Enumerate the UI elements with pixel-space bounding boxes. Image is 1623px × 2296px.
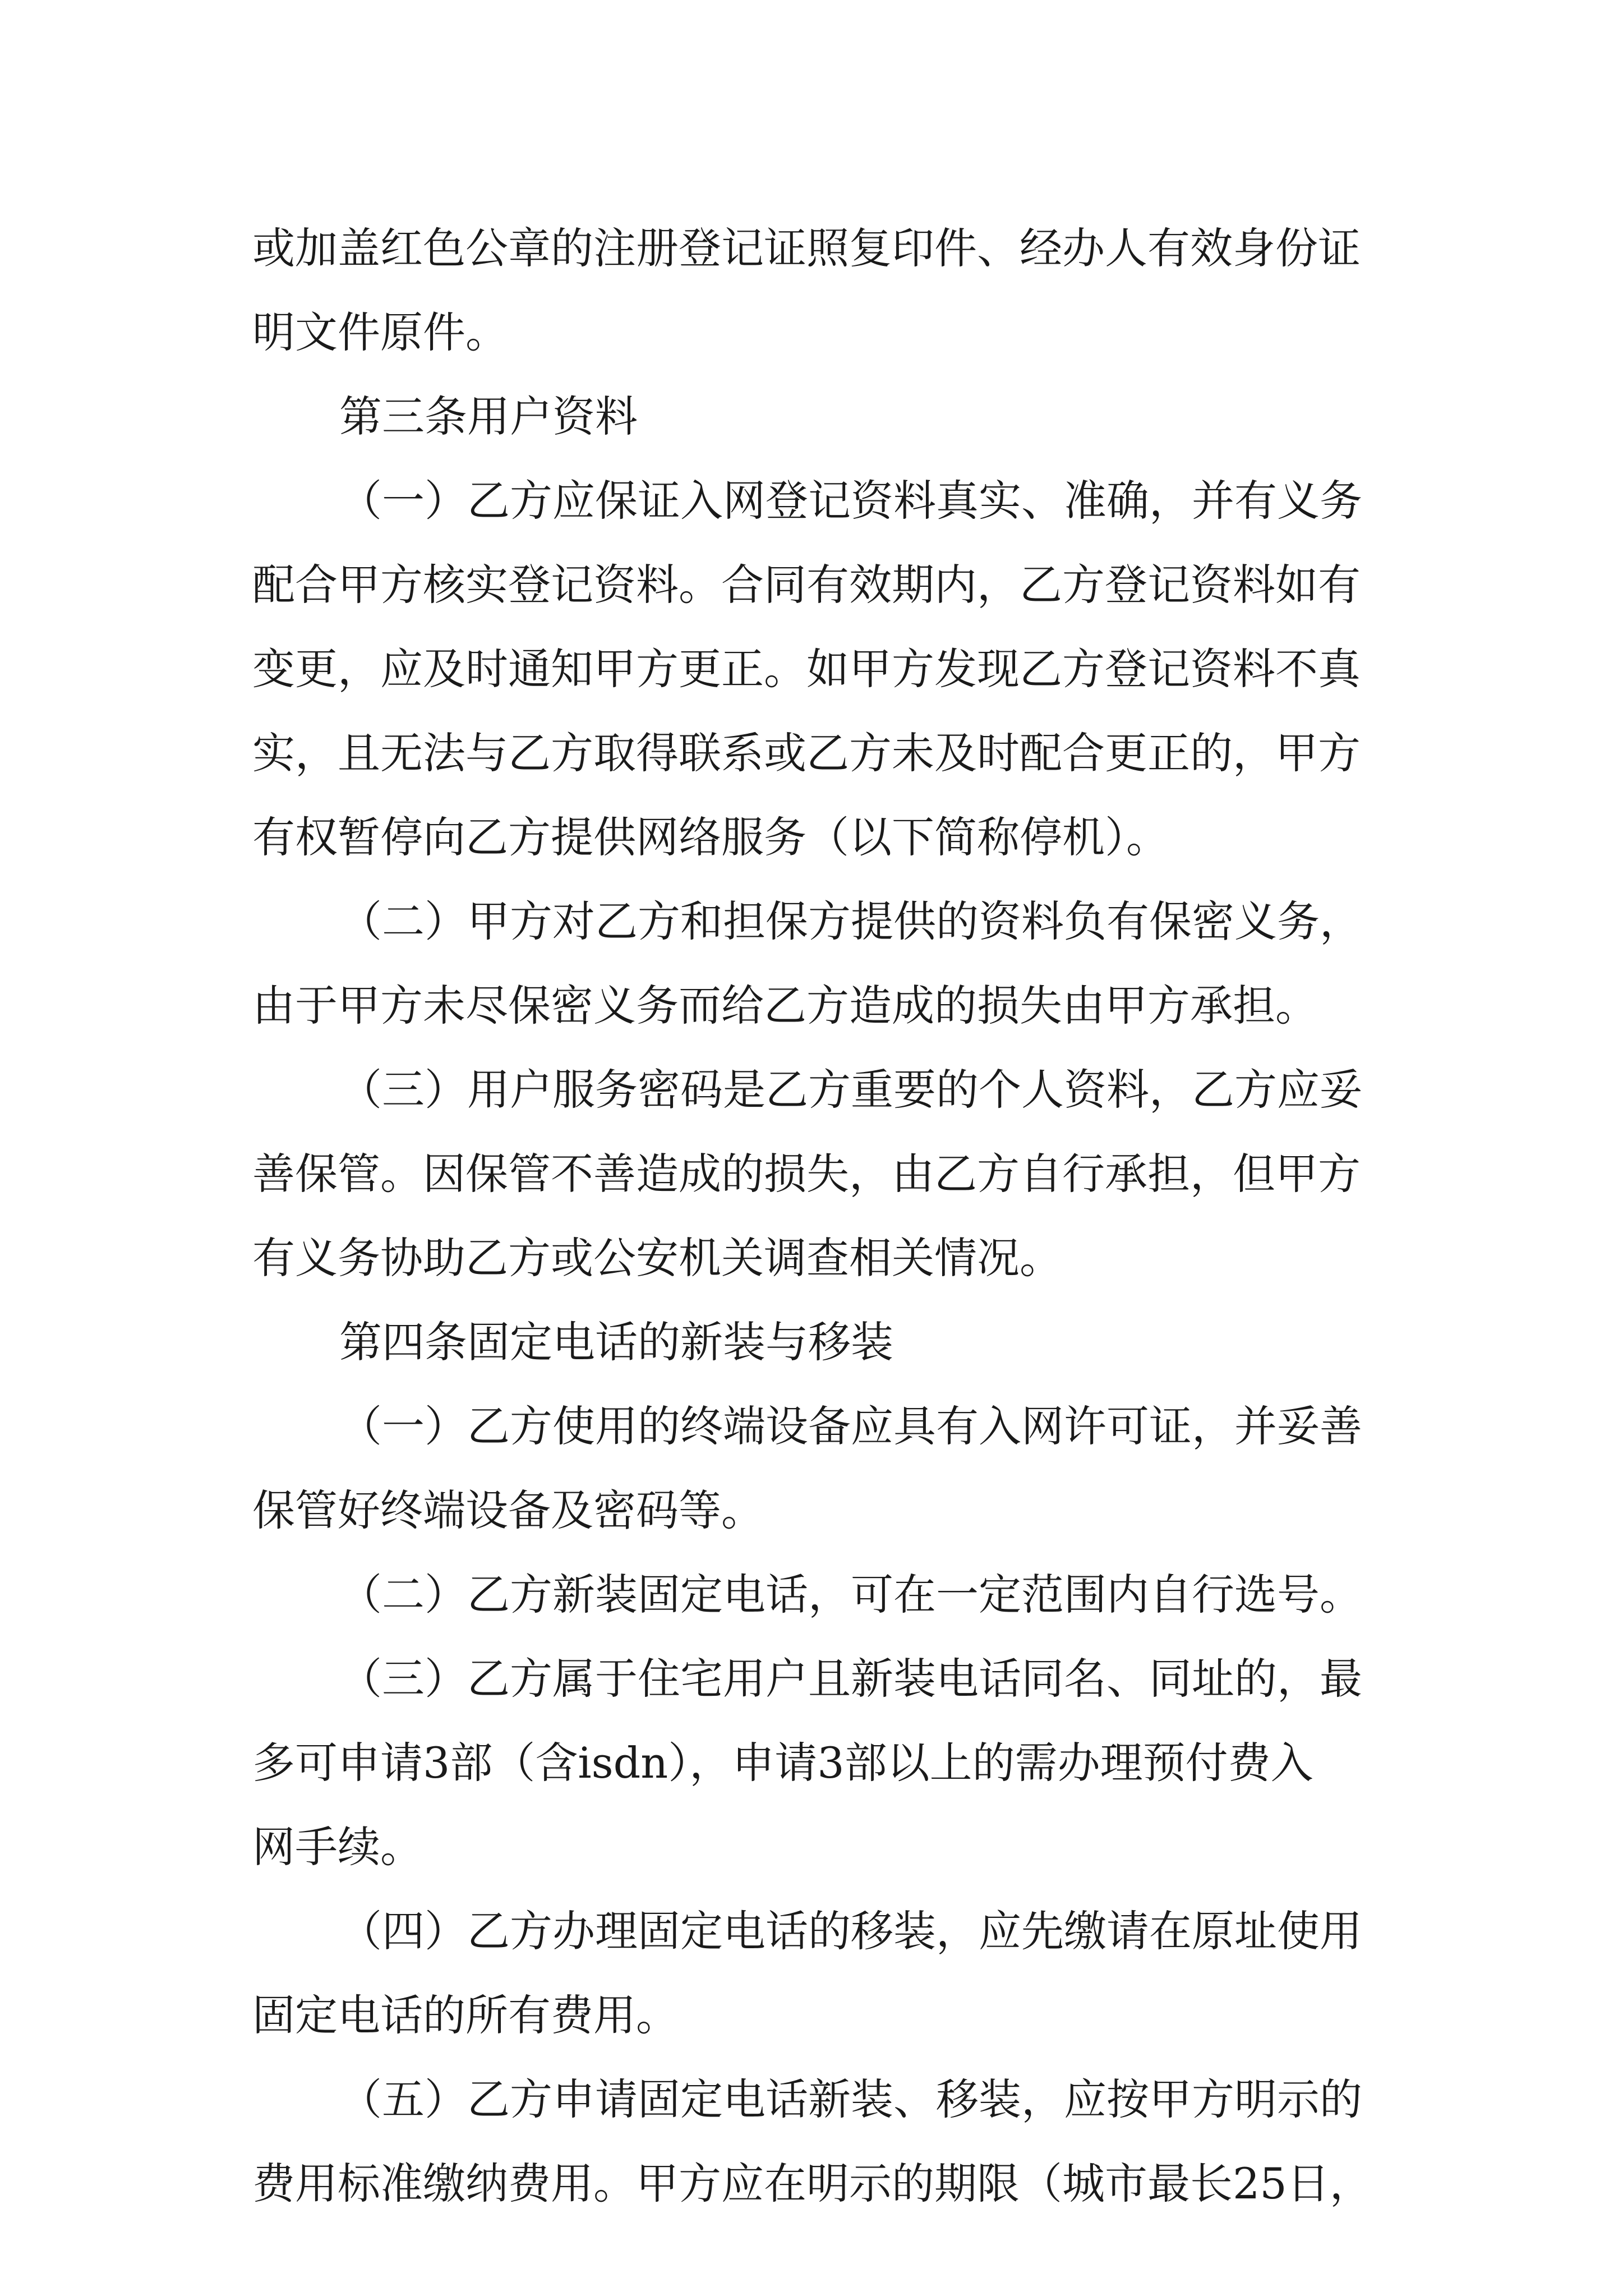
text-line: 多可申请3部（含isdn），申请3部以上的需办理预付费入 [252, 1738, 1313, 1788]
text-line: （五）乙方申请固定电话新装、移装，应按甲方明示的 [339, 2074, 1362, 2124]
text-line: 固定电话的所有费用。 [252, 1990, 679, 2040]
text-line: 由于甲方未尽保密义务而给乙方造成的损失由甲方承担。 [252, 981, 1318, 1030]
text-line: （二）甲方对乙方和担保方提供的资料负有保密义务， [339, 896, 1362, 946]
text-line: 费用标准缴纳费用。甲方应在明示的期限（城市最长25日， [252, 2159, 1372, 2208]
text-line: 明文件原件。 [252, 307, 508, 357]
text-line: 配合甲方核实登记资料。合同有效期内，乙方登记资料如有 [252, 560, 1361, 610]
text-line: （三）乙方属于住宅用户且新装电话同名、同址的，最 [339, 1654, 1362, 1704]
text-line: （四）乙方办理固定电话的移装，应先缴请在原址使用 [339, 1906, 1362, 1956]
text-line: （二）乙方新装固定电话，可在一定范围内自行选号。 [339, 1570, 1362, 1619]
text-line: 保管好终端设备及密码等。 [252, 1485, 764, 1535]
text-line: （一）乙方应保证入网登记资料真实、准确，并有义务 [339, 476, 1362, 526]
text-line: 变更，应及时通知甲方更正。如甲方发现乙方登记资料不真 [252, 644, 1361, 694]
section-heading: 第四条固定电话的新装与移装 [339, 1317, 893, 1367]
text-line: 善保管。因保管不善造成的损失，由乙方自行承担，但甲方 [252, 1149, 1361, 1199]
text-line: 实，且无法与乙方取得联系或乙方未及时配合更正的，甲方 [252, 728, 1361, 778]
text-line: （三）用户服务密码是乙方重要的个人资料，乙方应妥 [339, 1065, 1362, 1115]
text-line: （一）乙方使用的终端设备应具有入网许可证，并妥善 [339, 1401, 1362, 1451]
text-line: 或加盖红色公章的注册登记证照复印件、经办人有效身份证 [252, 223, 1361, 273]
text-line: 有义务协助乙方或公安机关调查相关情况。 [252, 1233, 1062, 1283]
section-heading: 第三条用户资料 [339, 392, 638, 441]
text-line: 有权暂停向乙方提供网络服务（以下简称停机）。 [252, 812, 1169, 862]
text-line: 网手续。 [252, 1822, 423, 1872]
